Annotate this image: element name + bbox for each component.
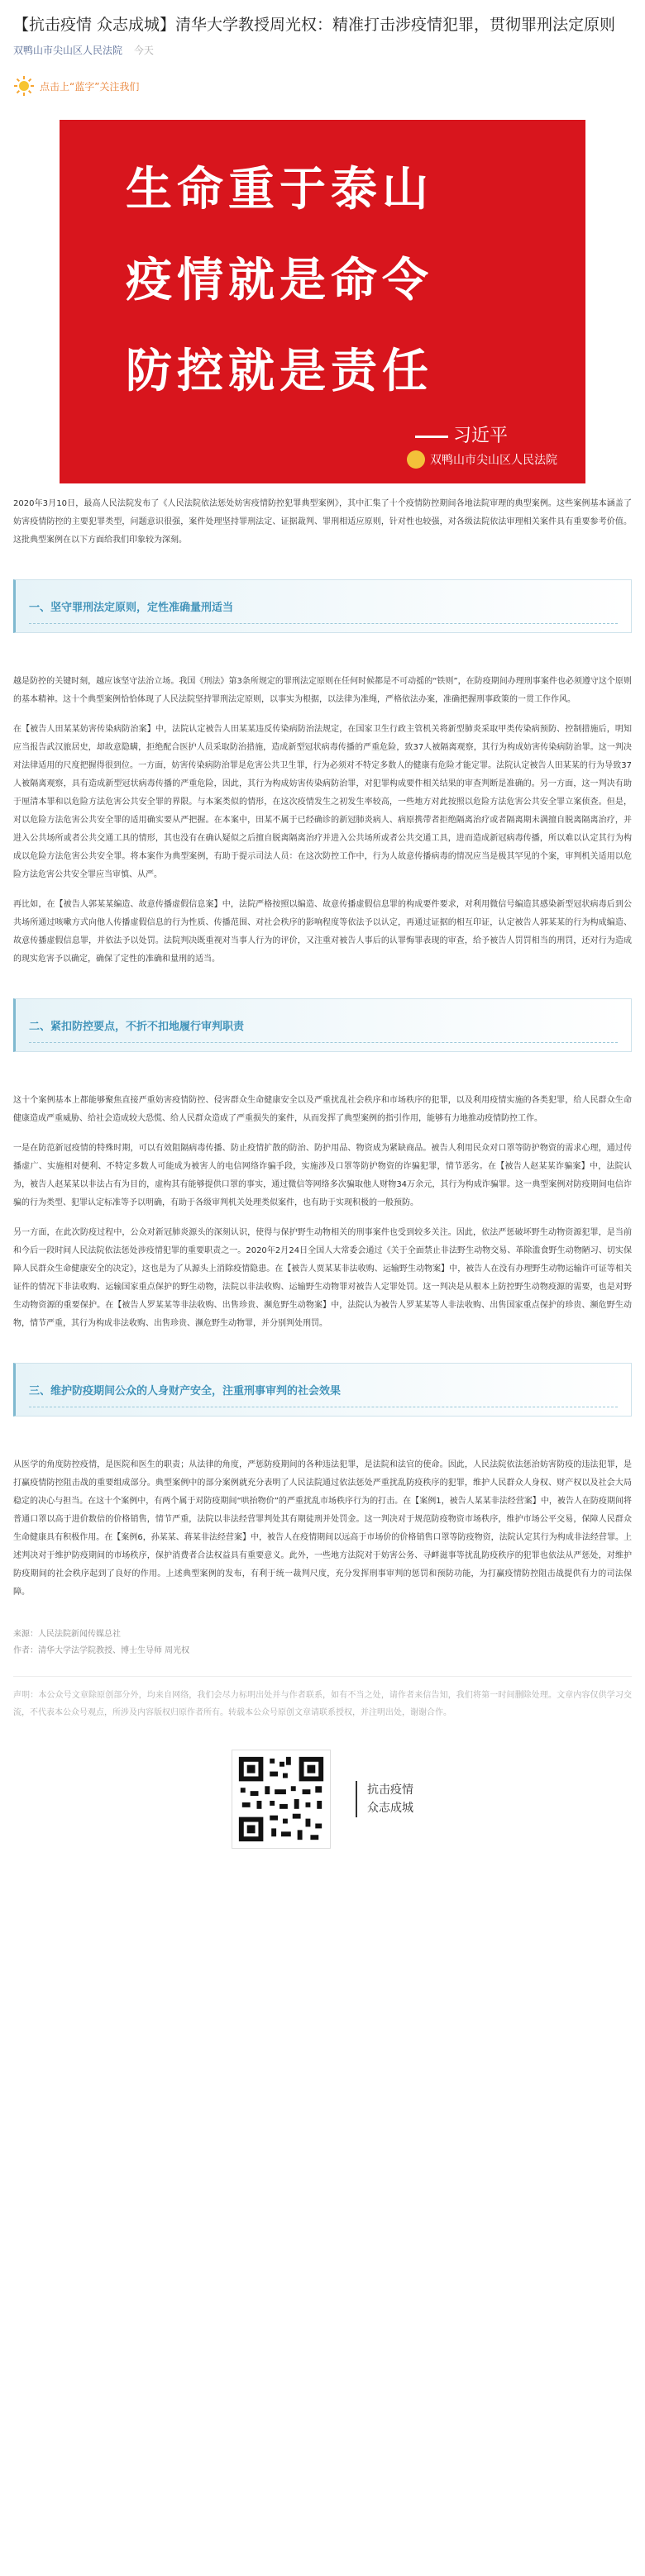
hero-court-label: 双鸭山市尖山区人民法院 (407, 450, 557, 469)
qr-code-image[interactable] (232, 1750, 331, 1849)
court-emblem-icon (407, 450, 425, 469)
brand-slogan (356, 1781, 413, 1817)
follow-hint-text: 点击上“蓝字”关注我们 (40, 80, 140, 93)
author-line: 作者：清华大学法学院教授、博士生导师 周光权 (13, 1646, 190, 1655)
article-time: 今天 (133, 45, 154, 56)
section-heading-3: 三、维护防疫期间公众的人身财产安全，注重刑事审判的社会效果 (13, 1363, 632, 1417)
intro-paragraph: 2020年3月10日，最高人民法院发布了《人民法院依法惩处妨害疫情防控犯罪典型案例》，其中汇集了十个疫情防控期间各地法院审理的典型案例。这些案例基本涵盖了妨害疫情防控的主要犯罪类型，问题意识很强，案件处理坚持罪刑法定、证据裁判、罪刑相适应原则，针对性也较强，对各级法院依法审理相关案件具有重要参考价值。这批典型案例在以下方面给我们印象较为深刻。 (13, 499, 632, 545)
hero-signature: 习近平 (415, 421, 508, 447)
brand-line-1: 抗击疫情 (367, 1783, 413, 1797)
hero-banner-image (60, 120, 585, 483)
section-2-paragraph-1: 这十个案例基本上都能够聚焦直接严重妨害疫情防控、侵害群众生命健康安全以及严重扰乱社会秩序和市场秩序的犯罪，以及利用疫情实施的各类犯罪，给人民群众生命健康造成严重威胁、给社会造成较大恐慌、给人民群众造成了严重损失的案件，从而发挥了典型案例的指引作用，能够有力地推动疫情防控工作。 (13, 1096, 632, 1123)
sun-icon (13, 75, 35, 97)
article-footer (13, 1626, 632, 1659)
qr-section (13, 1750, 632, 1849)
section-2-paragraph-3: 另一方面，在此次防疫过程中，公众对新冠肺炎源头的深刻认识，使得与保护野生动物相关的刑事案件也受到较多关注。因此，依法严惩破坏野生动物资源犯罪，是当前和今后一段时间人民法院依法惩处涉疫情犯罪的重要职责之一。2020年2月24日全国人大常委会通过《关于全面禁止非法野生动物交易、革除滥食野生动物陋习、切实保障人民群众生命健康安全的决定》，这也是为了从源头上消除疫情隐患。在【被告人贾某某非法收购、运输野生动物案】中，被告人在没有办理野生动物运输许可证等相关证件的情况下非法收购、运输国家重点保护的野生动物，法院以非法收购、运输野生动物罪对被告人定罪处罚。这一判决是从根本上防控野生动物疫源的需要，也是对野生动物资源的重要保护。在【被告人罗某某等非法收购、出售珍贵、濒危野生动物案】中，法院认为被告人罗某某等人非法收购、出售国家重点保护的珍贵、濒危野生动物，情节严重，其行为构成非法收购、出售珍贵、濒危野生动物罪，并分别判处刑罚。 (13, 1228, 632, 1328)
hero-line-3: 防控就是责任 (126, 345, 433, 398)
follow-hint[interactable] (13, 75, 632, 97)
section-heading-1: 一、坚守罪刑法定原则，定性准确量刑适当 (13, 579, 632, 633)
hero-line-2: 疫情就是命令 (126, 254, 433, 307)
section-1-paragraph-2: 在【被告人田某某妨害传染病防治案】中，法院认定被告人田某某违反传染病防治法规定，在国家卫生行政主管机关将新型肺炎采取甲类传染病预防、控制措施后，明知应当报告武汉旅居史，却故意隐瞒，拒绝配合医护人员采取防治措施，造成新型冠状病毒传播的严重危险，致37人被隔离观察，其行为构成妨害传染病防治罪。这一判决对法律适用的尺度把握得很到位。一方面，妨害传染病防治罪是危害公共卫生罪，行为必须对不特定多数人的健康有危险才能定罪。法院认定被告人田某某的行为导致37人被隔离观察，具有造成新型冠状病毒传播的严重危险，因此，其行为构成妨害传染病防治罪，对犯罪构成要件相关结果的审查判断是准确的。另一方面，这一判决有助于厘清本罪和以危险方法危害公共安全罪的界限。与本案类似的情形，在这次疫情发生之初发生率较高，一些地方对此按照以危险方法危害公共安全罪立案侦查。但是，对以危险方法危害公共安全罪的适用确实要从严把握。在本案中，田某不属于已经确诊的新冠肺炎病人、病原携带者拒绝隔离治疗或者隔离期未满擅自脱离隔离治疗，并进入公共场所或者公共交通工具的情形，其也没有在确认疑似之后擅自脱离隔离治疗并进入公共场所或者公共交通工具，进而造成新冠病毒传播，所以难以认定其行为构成以危险方法危害公共安全罪。将本案作为典型案例，有助于提示司法人员：在这次防控工作中，行为人故意传播病毒的情况应当是极其罕见的个案，审判机关适用以危险方法危害公共安全罪应当审慎、从严。 (13, 725, 632, 879)
section-3-paragraph-1: 从医学的角度防控疫情，是医院和医生的职责；从法律的角度，严惩防疫期间的各种违法犯罪，是法院和法官的使命。因此，人民法院依法惩治妨害防疫的违法犯罪，是打赢疫情防控阻击战的重要组成部分。典型案例中的部分案例就充分表明了人民法院通过依法惩处严重扰乱防疫秩序的犯罪，维护人民群众人身权、财产权以及社会大局稳定的决心与担当。在这十个案例中，有两个属于对防疫期间“哄抬物价”的严重扰乱市场秩序行为的打击。在【案例1，被告人某某非法经营案】中，被告人在防疫期间将普通口罩以高于进价数倍的价格销售，情节严重，法院以非法经营罪判处其有期徒刑并处罚金。这一判决对于规范防疫物资市场秩序，维护市场公平交易，保障人民群众生命健康具有积极作用。在【案例6，孙某某、蒋某非法经营案】中，被告人在疫情期间以远高于市场价的价格销售口罩等防疫物资，法院认定其行为构成非法经营罪。上述判决对于维护防疫期间的市场秩序，保护消费者合法权益具有重要意义。此外，一些地方法院对于妨害公务、寻衅滋事等扰乱防疫秩序的犯罪也依法从严惩处，对维护防疫期间的社会秩序起到了良好的作用。上述典型案例的发布，有利于统一裁判尺度，充分发挥刑事审判的惩罚和预防功能，为打赢疫情防控阻击战提供有力的司法保障。 (13, 1460, 632, 1597)
section-1-paragraph-3: 再比如，在【被告人郭某某编造、故意传播虚假信息案】中，法院严格按照以编造、故意传播虚假信息罪的构成要件要求，对利用微信号编造其感染新型冠状病毒后到公共场所通过咳嗽方式向他人传播虚假信息的行为性质、传播范围、对社会秩序的影响程度等依法予以认定，再通过证据的相互印证，认定被告人郭某某的行为构成编造、故意传播虚假信息罪，并依法予以处罚。法院判决既重视对当事人行为的评价，又注重对被告人事后的认罪悔罪表现的审查，给予被告人罚罚相当的刑罚，还对行为造成的现实危害予以确定，确保了定性的准确和量刑的适当。 (13, 900, 632, 964)
brand-line-2: 众志成城 (367, 1802, 413, 1815)
section-2-paragraph-2: 一是在防范新冠疫情的特殊时期，可以有效阻隔病毒传播、防止疫情扩散的防治、防护用品、物资成为紧缺商品。被告人利用民众对口罩等防护物资的需求心理，通过传播虚广、实施相对便利、不特定多数人可能成为被害人的电信网络诈骗手段，实施涉及口罩等防护物资的诈骗犯罪，情节恶劣。在【被告人赵某某诈骗案】中，法院认为，被告人赵某某以非法占有为目的，虚构其有能够提供口罩的事实，通过微信等网络多次骗取他人财物34万余元，其行为构成诈骗罪。这一典型案例对防疫期间电信诈骗的行为类型、犯罪认定标准等予以明确，有助于各级审判机关处理类似案件，也有助于实现积极的一般预防。 (13, 1144, 632, 1207)
declaration: 声明：本公众号文章除原创部分外，均来自网络，我们会尽力标明出处并与作者联系，如有不当之处，请作者来信告知，我们将第一时间删除处理。文章内容仅供学习交流，不代表本公众号观点，所涉及内容版权归原作者所有。转载本公众号原创文章请联系授权，并注明出处，谢谢合作。 (13, 1676, 632, 1721)
article-meta (13, 43, 632, 57)
section-heading-2: 二、紧扣防控要点，不折不扣地履行审判职责 (13, 998, 632, 1052)
article-title: 【抗击疫情 众志成城】清华大学教授周光权：精准打击涉疫情犯罪，贯彻罪刑法定原则 (13, 16, 616, 34)
hero-line-1: 生命重于泰山 (126, 163, 433, 217)
article-source-link[interactable]: 双鸭山市尖山区人民法院 (13, 45, 123, 56)
source-line: 来源：人民法院新闻传媒总社 (13, 1630, 121, 1639)
section-1-paragraph-1: 越是防控的关键时刻，越应该坚守法治立场。我国《刑法》第3条所规定的罪刑法定原则在任何时候都是不可动摇的“铁则”，在防疫期间办理刑事案件也必须遵守这个原则的基本精神。这十个典型案例恰恰体现了人民法院坚持罪刑法定原则，以事实为根据，以法律为准绳，严格依法办案，准确把握刑事政策的一贯工作作风。 (13, 677, 632, 704)
